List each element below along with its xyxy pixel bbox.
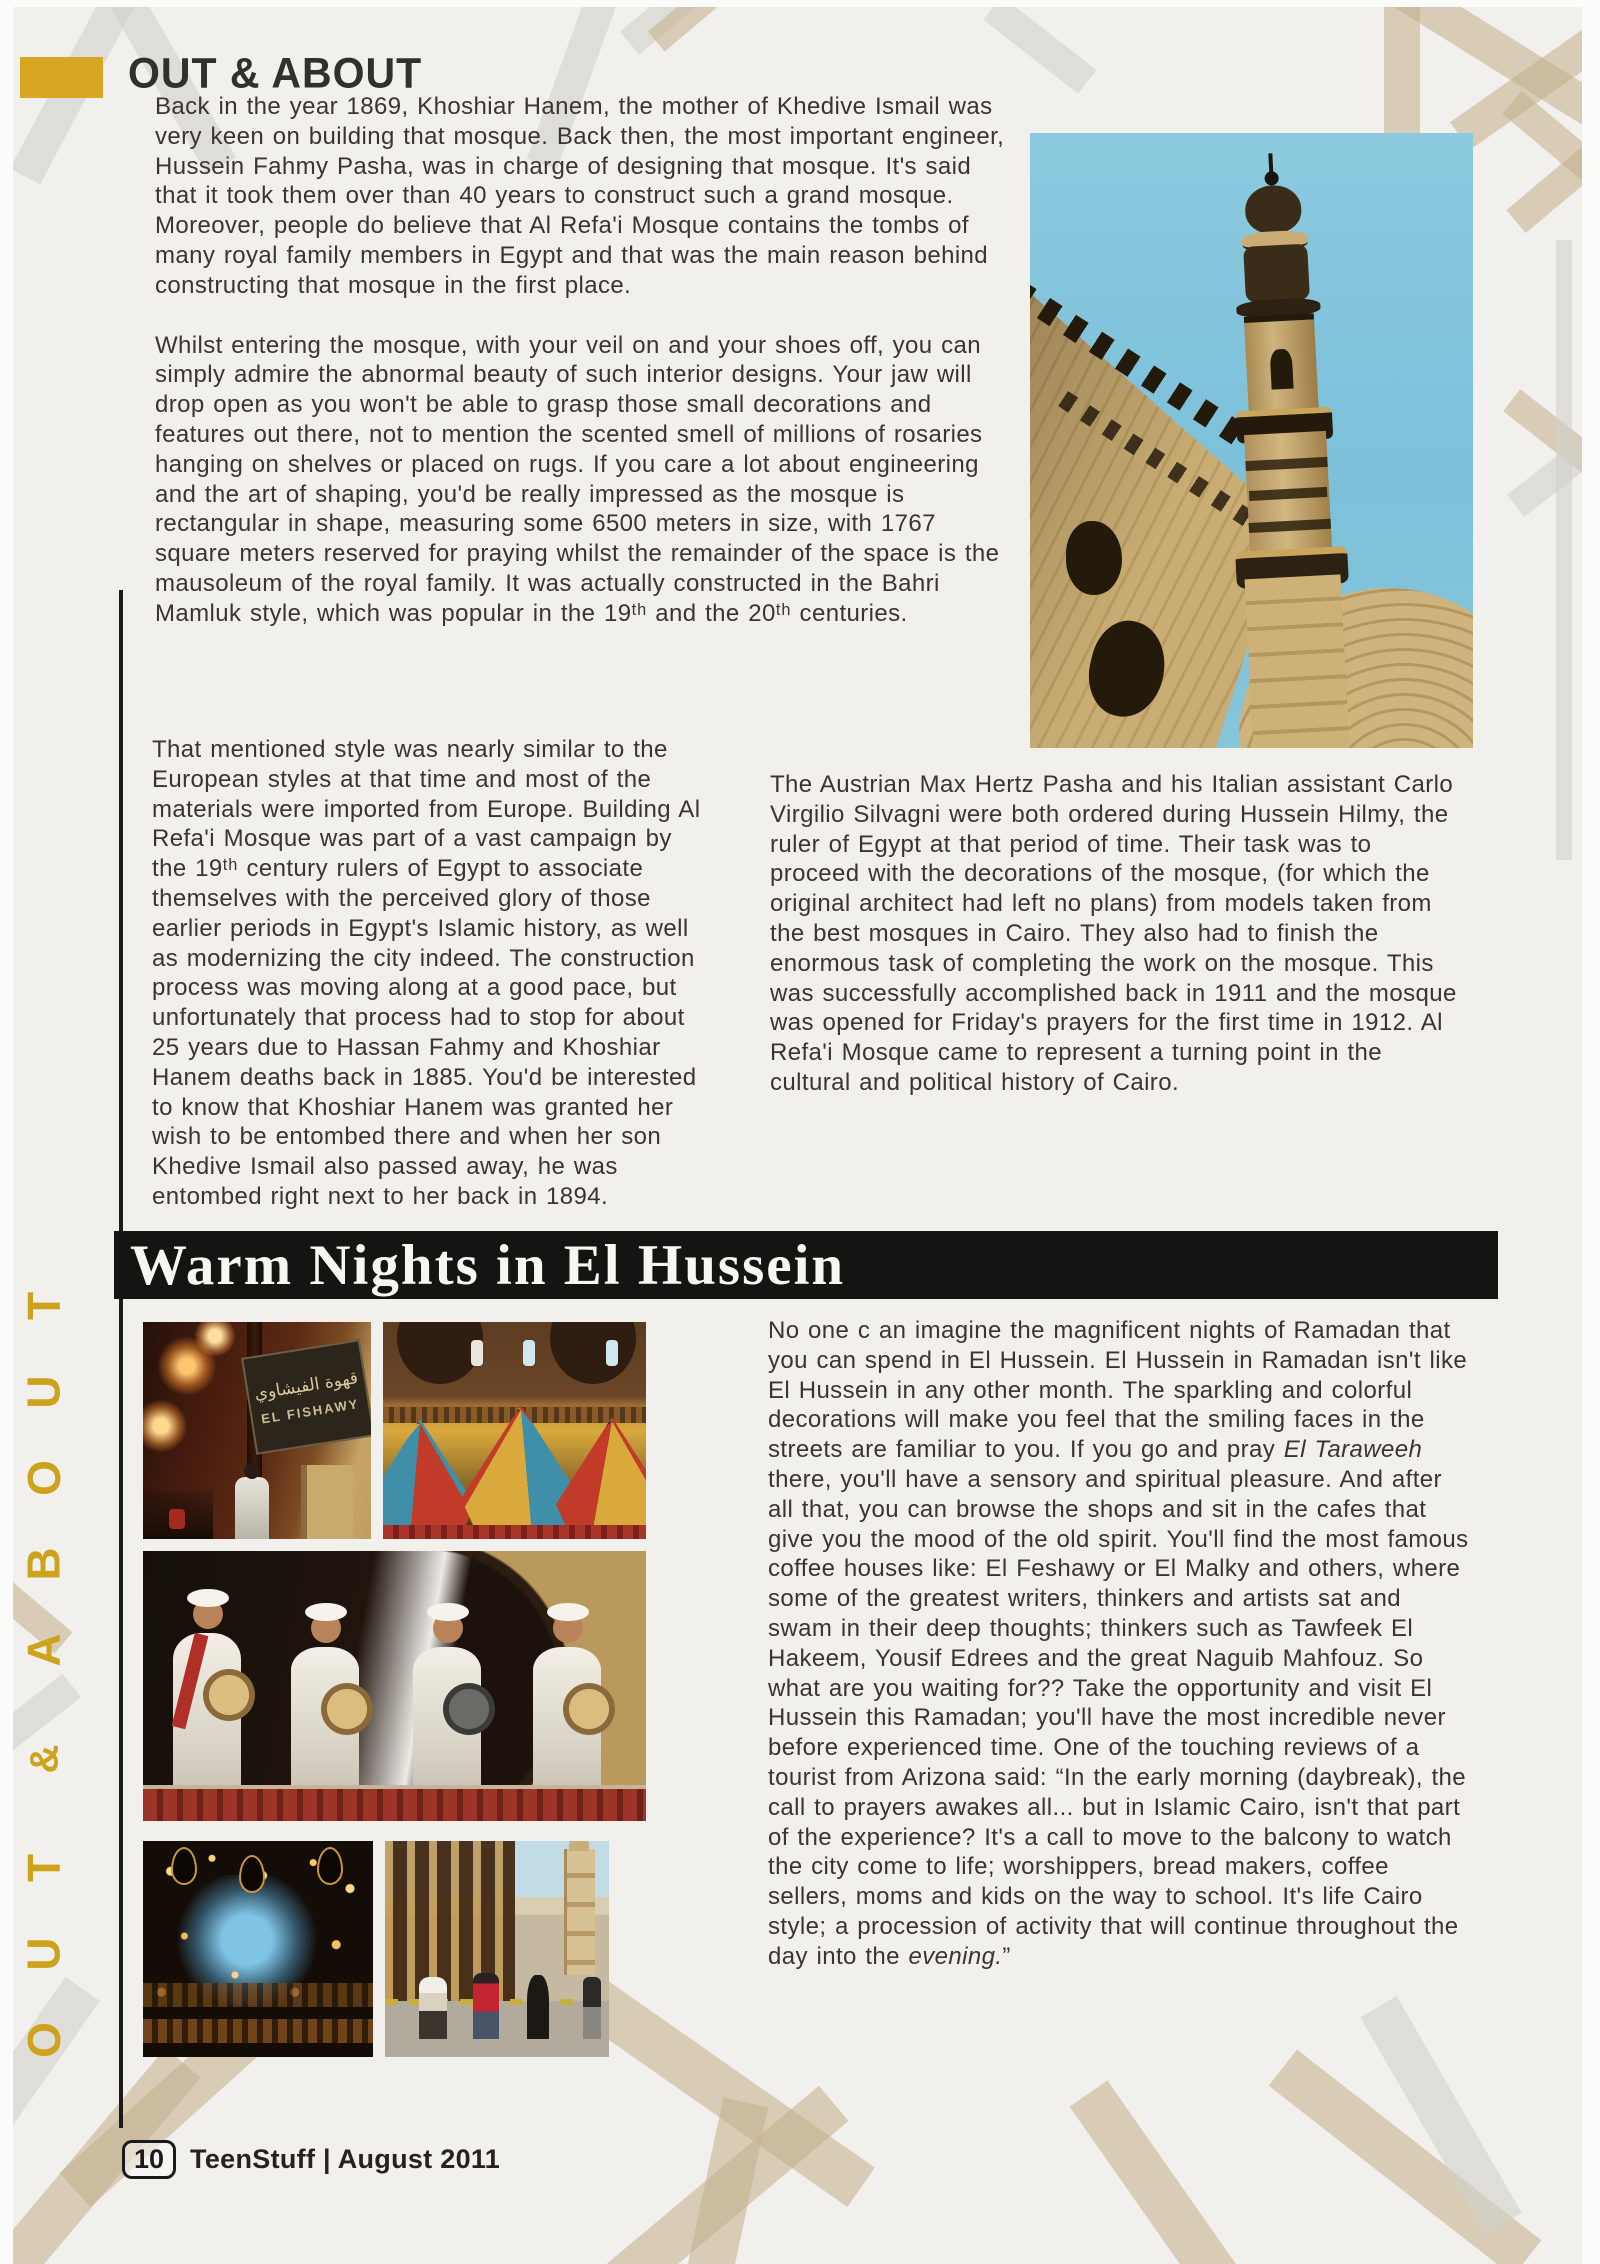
article-banner <box>114 1231 1498 1299</box>
hussein-article-body: No one c an imagine the magnificent nights of Ramadan that you can spend in El Hussein. El Hussein in Ramadan isn't like El Hussein in any other month. The sparkling and colorful decorations will make you feel that the smiling faces in the streets are familiar to you. If you go and pray El Taraweeh there, you'll have a sensory and spiritual pleasure. And after all that, you can browse the shops and sit in the cafes that give you the mood of the old spirit. You'll find the most famous coffee houses like: El Feshawy or El Malky and others, where some of the greatest writers, thinkers and artists sat and swam in their deep thoughts; thinkers such as Tawfeek El Hakeem, Yousif Edrees and the great Naguib Mahfouz. So what are you waiting for?? Take the opportunity and visit El Hussein this Ramadan; you'll have the most incredible never before experienced time. One of the touching reviews of a tourist from Arizona said: “In the early morning (daybreak), the call to prayers awakes all... but in Islamic Cairo, isn't that part of the experience? It's a call to move to the balcony to watch the city come to life; worshippers, bread makers, coffee sellers, moms and kids on the way to school. It's life Cairo style; a procession of activity that will continue throughout the day into the evening.” <box>768 1317 1469 1970</box>
white-turban <box>427 1603 469 1621</box>
side-letter: U <box>17 1937 70 1971</box>
minaret-window <box>1270 349 1294 390</box>
side-letter-ampersand: & <box>21 1744 66 1774</box>
minaret-bulb-dome <box>1244 184 1302 235</box>
balcony-arch <box>550 1322 636 1384</box>
white-turban <box>187 1589 229 1607</box>
musician-figure <box>165 1581 249 1795</box>
banner-title: Warm Nights in El Hussein <box>130 1233 846 1297</box>
article-left-column: That mentioned style was nearly similar to the European styles at that time and most of the materials were imported from Europe. Building Al Refa'i Mosque was part of a vast campaign by the 19ᵗʰ century rulers of Egypt to associate themselves with the perceived glory of those earlier periods in Egypt's Islamic history, as well as modernizing the city indeed. The construction process was moving along at a good pace, but unfortunately that process had to stop for about 25 years due to Hassan Fahmy and Khoshiar Hanem deaths back in 1885. You'd be interested to know that Khoshiar Hanem was granted her wish to be entombed there and when her son Khedive Ismail also passed away, he was entombed right next to her back in 1894. <box>152 736 701 1210</box>
pedestrian-white-scarf <box>419 1977 447 2039</box>
red-railing <box>143 1785 646 1821</box>
side-letter: T <box>17 1853 70 1883</box>
stall-shelf <box>143 2019 373 2043</box>
metal-drum <box>443 1683 495 1735</box>
lantern-glow <box>195 1322 235 1356</box>
white-turban <box>547 1603 589 1621</box>
tanoura-skirt <box>383 1419 475 1529</box>
street-minaret <box>564 1849 595 1975</box>
photo-bazaar-lamp-shop <box>143 1841 373 2057</box>
side-letter: T <box>17 1291 70 1321</box>
side-letter: O <box>18 2022 70 2058</box>
lantern-glow <box>143 1400 187 1452</box>
cymbals <box>203 1669 255 1721</box>
side-letter: A <box>17 1633 70 1667</box>
hanging-lamp <box>171 1847 197 1885</box>
pedestrian-man <box>583 1977 601 2039</box>
sidebar-section-label <box>16 1283 72 2063</box>
stall-shelf <box>143 1983 373 2007</box>
tanoura-skirt <box>556 1417 646 1529</box>
page-edge-left <box>0 0 13 2264</box>
left-vertical-rule <box>119 590 123 2128</box>
minaret-upper-tier <box>1243 244 1310 303</box>
page-edge-right <box>1582 0 1600 2264</box>
photo-tanoura-decorations <box>383 1322 646 1539</box>
white-turban <box>305 1603 347 1621</box>
pedestrian-black-robe <box>527 1975 549 2039</box>
photo-sufi-musicians <box>143 1551 646 1821</box>
balcony-figure <box>471 1340 483 1366</box>
pedestrian-red-jacket <box>473 1973 499 2039</box>
side-letter: U <box>17 1375 70 1409</box>
balcony-figure <box>606 1340 618 1366</box>
hanging-lamp <box>317 1847 343 1885</box>
photo-street-scene <box>385 1841 609 2057</box>
arabesque-pattern <box>1070 2080 1257 2264</box>
side-letter: B <box>17 1547 70 1581</box>
photo-el-fishawy-cafe <box>143 1322 371 1539</box>
section-title: OUT & ABOUT <box>128 49 423 97</box>
magazine-issue-label: TeenStuff | August 2011 <box>190 2144 501 2174</box>
minaret-shaft <box>1245 574 1350 748</box>
musician-figure <box>405 1595 489 1791</box>
red-garment <box>169 1509 185 1529</box>
balcony-figure <box>523 1340 535 1366</box>
page-number-badge: 10 <box>122 2140 176 2179</box>
tambourine-drum <box>563 1683 615 1735</box>
musician-figure <box>283 1595 367 1791</box>
page-edge-top <box>0 0 1600 7</box>
sign-arabic-text: قهوة الفيشاوي <box>252 1367 360 1404</box>
photo-mosque-minaret <box>1030 133 1473 748</box>
cafe-doorway <box>301 1465 353 1539</box>
cafe-visitor <box>235 1477 269 1539</box>
article-intro <box>155 92 1013 659</box>
article-right-column: The Austrian Max Hertz Pasha and his Italian assistant Carlo Virgilio Silvagni were both ordered during Hussein Hilmy, the ruler of Egypt at that period of time. Their task was to proceed with the decorations of the mosque, (for which the original architect had left no plans) from models taken from the best mosques in Cairo. They also had to finish the enormous task of completing the work on the mosque. This was successfully accomplished back in 1911 and the mosque was opened for Friday's prayers for the first time in 1912. Al Refa'i Mosque came to represent a turning point in the cultural and political history of Cairo. <box>770 771 1457 1096</box>
arabesque-pattern <box>1556 240 1572 860</box>
side-letter: O <box>18 1460 70 1496</box>
el-fishawy-sign <box>241 1339 371 1455</box>
mosque-wall-opening <box>1066 521 1122 595</box>
sign-latin-text: EL FISHAWY <box>260 1395 361 1426</box>
hanging-lamp <box>239 1855 265 1893</box>
header-gold-square <box>20 57 103 98</box>
minaret-finial-ball <box>1264 171 1279 186</box>
paragraph-mosque-interior: Whilst entering the mosque, with your veil on and your shoes off, you can simply admire the abnormal beauty of such interior designs. Your jaw will drop open as you won't be able to grasp those small decorations and features out there, not to mention the scented smell of millions of rosaries hanging on shelves or placed on rugs. If you care a lot about engineering and the art of shaping, you'd be really impressed as the mosque is rectangular in shape, measuring some 6500 meters in size, with 1767 square meters reserved for praying whilst the remainder of the space is the mausoleum of the royal family. It was actually constructed in the Bahri Mamluk style, which was popular in the 19ᵗʰ and the 20ᵗʰ centuries. <box>155 331 1000 627</box>
page-footer <box>122 2140 500 2179</box>
stage-rim <box>383 1525 646 1539</box>
paragraph-mosque-history: Back in the year 1869, Khoshiar Hanem, the mother of Khedive Ismail was very keen on building that mosque. Back then, the most important engineer, Hussein Fahmy Pasha, was in charge of designing that mosque. It's said that it took them over than 40 years to construct such a grand mosque. Moreover, people do believe that Al Refa'i Mosque contains the tombs of many royal family members in Egypt and that was the main reason behind constructing that mosque in the first place. <box>155 93 1005 299</box>
arabesque-pattern <box>983 0 1096 94</box>
tambourine-drum <box>321 1683 373 1735</box>
musician-figure <box>525 1595 609 1791</box>
